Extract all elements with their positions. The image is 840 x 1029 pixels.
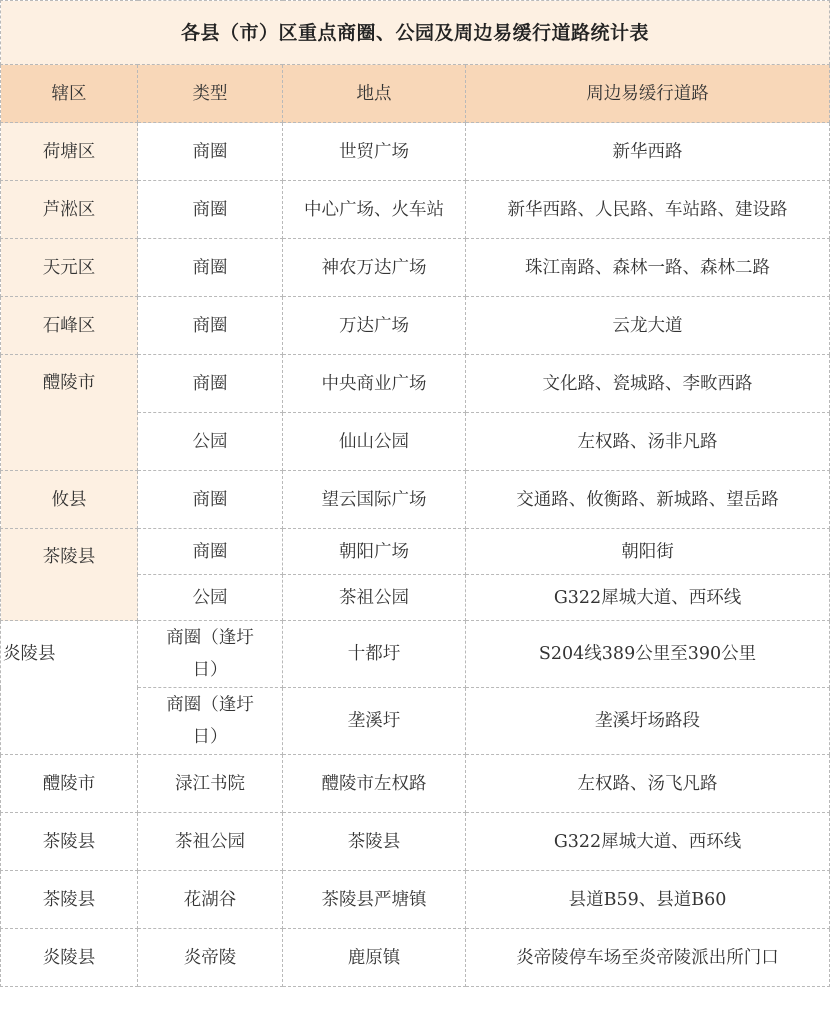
place-cell: 中央商业广场 — [283, 355, 466, 413]
district-cell: 芦淞区 — [1, 181, 138, 239]
type-cell: 公园 — [138, 413, 283, 471]
table-row — [1, 929, 830, 987]
type-cell: 商圈（逢圩日） — [138, 688, 283, 755]
header-roads: 周边易缓行道路 — [466, 65, 830, 123]
district-cell: 醴陵市 — [1, 755, 138, 813]
roads-cell: 垄溪圩场路段 — [466, 688, 830, 755]
district-cell: 茶陵县 — [1, 871, 138, 929]
roads-cell: G322犀城大道、西环线 — [466, 575, 830, 621]
header-type: 类型 — [138, 65, 283, 123]
district-cell: 醴陵市 — [1, 355, 138, 471]
type-cell: 商圈 — [138, 471, 283, 529]
place-cell: 望云国际广场 — [283, 471, 466, 529]
roads-cell: 新华西路 — [466, 123, 830, 181]
roads-cell: 云龙大道 — [466, 297, 830, 355]
header-place: 地点 — [283, 65, 466, 123]
table-row — [1, 813, 830, 871]
type-cell: 商圈 — [138, 297, 283, 355]
table-title: 各县（市）区重点商圈、公园及周边易缓行道路统计表 — [1, 1, 830, 65]
place-cell: 万达广场 — [283, 297, 466, 355]
table-row — [1, 621, 830, 688]
type-cell: 商圈 — [138, 529, 283, 575]
roads-cell: G322犀城大道、西环线 — [466, 813, 830, 871]
type-cell: 商圈（逢圩日） — [138, 621, 283, 688]
table-row — [1, 239, 830, 297]
table-row — [1, 123, 830, 181]
place-cell: 仙山公园 — [283, 413, 466, 471]
table-row — [1, 871, 830, 929]
district-cell: 炎陵县 — [1, 929, 138, 987]
district-cell: 天元区 — [1, 239, 138, 297]
district-cell: 茶陵县 — [1, 813, 138, 871]
district-cell: 石峰区 — [1, 297, 138, 355]
district-cell: 荷塘区 — [1, 123, 138, 181]
roads-cell: 朝阳街 — [466, 529, 830, 575]
type-cell: 炎帝陵 — [138, 929, 283, 987]
district-cell: 攸县 — [1, 471, 138, 529]
district-cell: 炎陵县 — [1, 621, 138, 755]
roads-cell: 交通路、攸衡路、新城路、望岳路 — [466, 471, 830, 529]
table-title-row — [1, 1, 830, 65]
place-cell: 醴陵市左权路 — [283, 755, 466, 813]
place-cell: 朝阳广场 — [283, 529, 466, 575]
table-header-row — [1, 65, 830, 123]
roads-cell: 文化路、瓷城路、李畋西路 — [466, 355, 830, 413]
table-row — [1, 181, 830, 239]
place-cell: 世贸广场 — [283, 123, 466, 181]
type-cell: 茶祖公园 — [138, 813, 283, 871]
type-cell: 公园 — [138, 575, 283, 621]
type-cell: 商圈 — [138, 123, 283, 181]
type-cell: 花湖谷 — [138, 871, 283, 929]
table-row — [1, 529, 830, 575]
table-row — [1, 755, 830, 813]
roads-cell: 左权路、汤非凡路 — [466, 413, 830, 471]
place-cell: 茶祖公园 — [283, 575, 466, 621]
place-cell: 十都圩 — [283, 621, 466, 688]
roads-cell: 炎帝陵停车场至炎帝陵派出所门口 — [466, 929, 830, 987]
roads-cell: S204线389公里至390公里 — [466, 621, 830, 688]
place-cell: 神农万达广场 — [283, 239, 466, 297]
type-cell: 商圈 — [138, 239, 283, 297]
roads-cell: 新华西路、人民路、车站路、建设路 — [466, 181, 830, 239]
roads-cell: 珠江南路、森林一路、森林二路 — [466, 239, 830, 297]
place-cell: 茶陵县严塘镇 — [283, 871, 466, 929]
table-row — [1, 355, 830, 413]
type-cell: 商圈 — [138, 355, 283, 413]
type-cell: 商圈 — [138, 181, 283, 239]
place-cell: 垄溪圩 — [283, 688, 466, 755]
type-cell: 渌江书院 — [138, 755, 283, 813]
place-cell: 茶陵县 — [283, 813, 466, 871]
header-district: 辖区 — [1, 65, 138, 123]
table-row — [1, 297, 830, 355]
district-cell: 茶陵县 — [1, 529, 138, 621]
table-row — [1, 471, 830, 529]
roads-cell: 左权路、汤飞凡路 — [466, 755, 830, 813]
place-cell: 鹿原镇 — [283, 929, 466, 987]
roads-cell: 县道B59、县道B60 — [466, 871, 830, 929]
place-cell: 中心广场、火车站 — [283, 181, 466, 239]
